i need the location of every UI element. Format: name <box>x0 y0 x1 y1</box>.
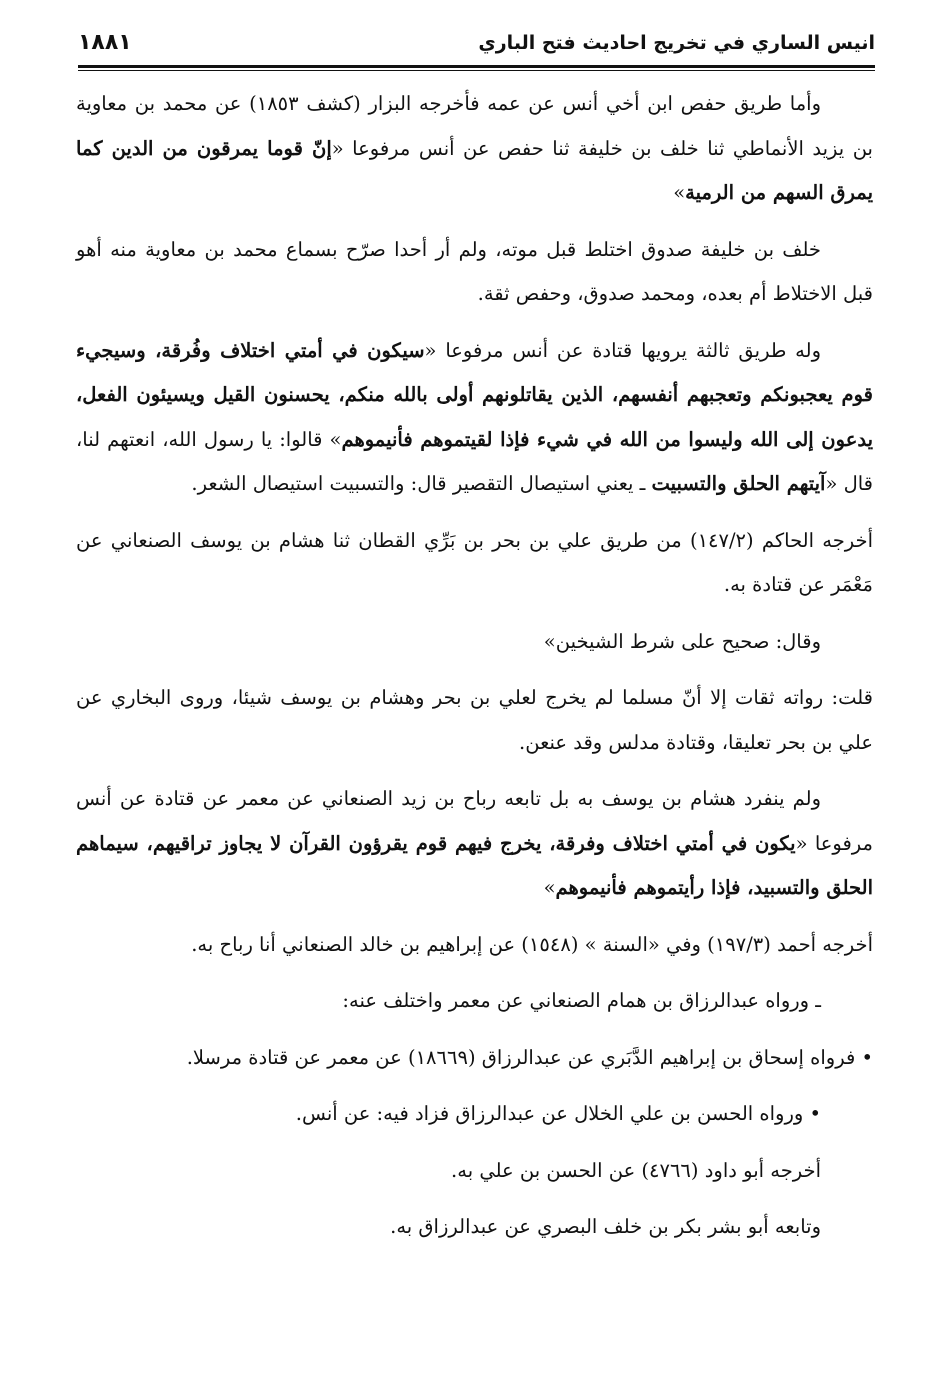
paragraph <box>76 777 873 911</box>
paragraph <box>76 923 873 968</box>
paragraph-text: ـ ورواه عبدالرزاق بن همام الصنعاني عن معمر واختلف عنه: <box>342 989 821 1012</box>
hadith-text: إنّ قوما يمرقون من الدين كما يمرق السهم من الرمية <box>76 136 873 204</box>
paragraph <box>76 620 873 665</box>
paragraph <box>76 519 873 608</box>
bullet-item <box>76 1036 873 1081</box>
paragraph-text: • فرواه إسحاق بن إبراهيم الدَّبَري عن عبدالرزاق (١٨٦٦٩) عن معمر عن قتادة مرسلا. <box>186 1045 873 1069</box>
paragraph-text: أخرجه أبو داود (٤٧٦٦) عن الحسن بن علي به. <box>451 1158 821 1182</box>
paragraph-text: ـ يعني استيصال التقصير قال: والتسبيت استيصال الشعر. <box>191 472 652 495</box>
hadith-text: آيتهم الحلق والتسبيت <box>651 472 826 495</box>
header-rule-thick <box>78 65 875 68</box>
bullet-item <box>76 1092 873 1137</box>
hadith-text: سيكون في أمتي اختلاف وفُرقة، وسيجيء قوم يعجبونكم وتعجبهم أنفسهم، الذين يقاتلونهم أولى بالله منكم، يحسنون القيل ويسيئون الفعل، يدعون إلى الله وليسوا من الله في شيء فإذا لقيتموهم فأنيموهم <box>76 338 873 451</box>
paragraph-text: وتابعه أبو بشر بكر بن خلف البصري عن عبدالرزاق به. <box>390 1215 821 1238</box>
paragraph-text: أخرجه الحاكم (١٤٧/٢) من طريق علي بن بحر بن بَرِّي القطان ثنا هشام بن يوسف الصنعاني عن مَعْمَر عن قتادة به. <box>76 528 873 596</box>
running-title: انيس الساري في تخريج احاديث فتح الباري <box>478 32 875 54</box>
paragraph-text: ولم ينفرد هشام بن يوسف به بل تابعه رباح بن زيد الصنعاني عن معمر عن قتادة عن أنس مرفوعا « <box>76 787 873 855</box>
paragraph-text: » <box>673 181 686 204</box>
paragraph-text: خلف بن خليفة صدوق اختلط قبل موته، ولم أر أحدا صرّح بسماع محمد بن معاوية منه أهو قبل الاختلاط أم بعده، ومحمد صدوق، وحفص ثقة. <box>76 237 873 305</box>
paragraph <box>76 979 873 1024</box>
paragraph <box>76 228 873 317</box>
hadith-text: يكون في أمتي اختلاف وفرقة، يخرج فيهم قوم يقرؤون القرآن لا يجاوز تراقيهم، سيماهم الحلق والتسبيد، فإذا رأيتموهم فأنيموهم <box>76 831 873 899</box>
paragraph-text: • ورواه الحسن بن علي الخلال عن عبدالرزاق فزاد فيه: عن أنس. <box>295 1102 821 1125</box>
page-number: ١٨٨١ <box>78 30 132 55</box>
paragraph-text: وله طريق ثالثة يرويها قتادة عن أنس مرفوعا « <box>424 338 821 362</box>
paragraph <box>76 1205 873 1250</box>
paragraph-text: » <box>543 876 556 899</box>
paragraph-text: وأما طريق حفص ابن أخي أنس عن عمه فأخرجه البزار (كشف ١٨٥٣) عن محمد بن معاوية بن يزيد الأنماطي ثنا خلف بن خليفة ثنا حفص عن أنس مرفوعا « <box>76 92 873 160</box>
paragraph-text: » قالوا: يا رسول الله، انعتهم لنا، قال « <box>76 427 873 495</box>
page-header <box>78 30 875 66</box>
header-rule-thin <box>78 70 875 71</box>
page-body <box>76 82 873 1262</box>
paragraph-text: وقال: صحيح على شرط الشيخين» <box>543 629 821 653</box>
paragraph <box>76 1149 873 1194</box>
paragraph-text: قلت: رواته ثقات إلا أنّ مسلما لم يخرج لعلي بن بحر وهشام بن يوسف شيئا، وروى البخاري عن علي بن بحر تعليقا، وقتادة مدلس وقد عنعن. <box>76 686 873 754</box>
paragraph <box>76 329 873 507</box>
paragraph-text: أخرجه أحمد (١٩٧/٣) وفي «السنة » (١٥٤٨) عن إبراهيم بن خالد الصنعاني أنا رباح به. <box>191 932 873 956</box>
paragraph <box>76 676 873 765</box>
paragraph <box>76 82 873 216</box>
